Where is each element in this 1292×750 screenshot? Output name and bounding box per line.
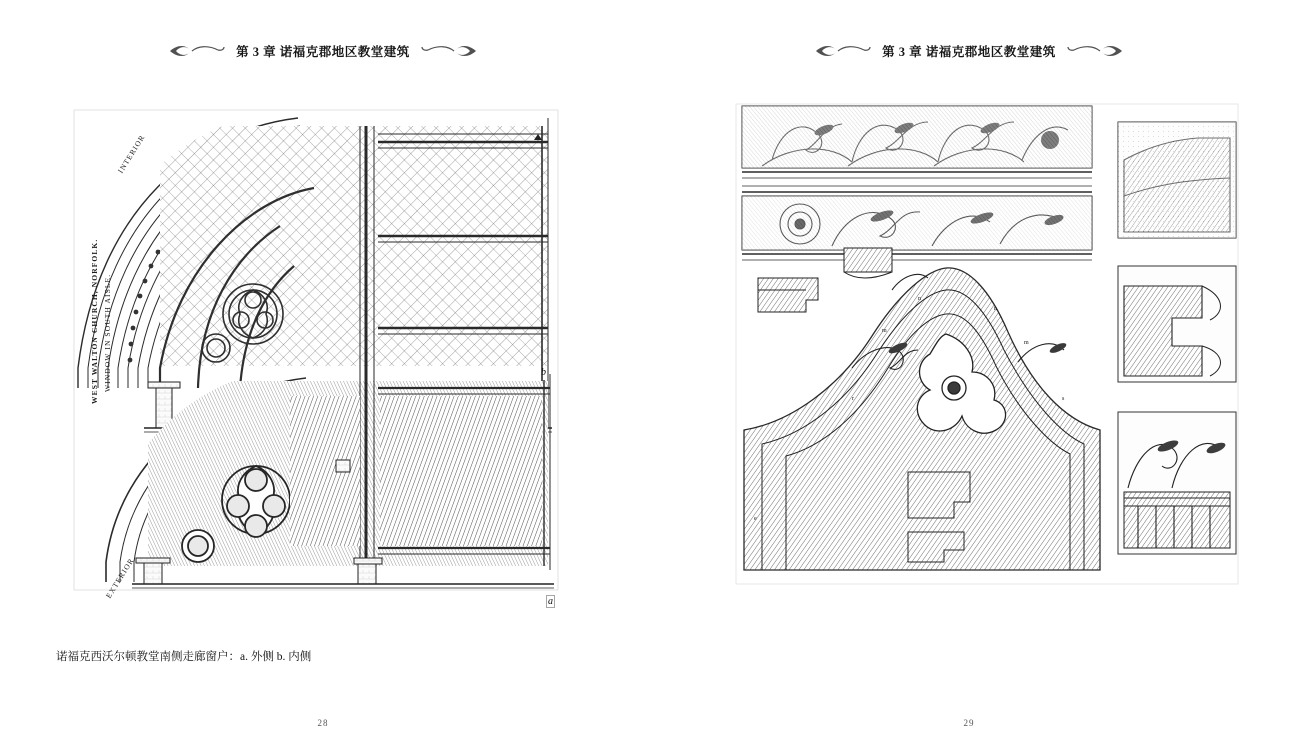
- svg-text:n: n: [994, 306, 997, 312]
- flourish-left-icon-2: [814, 42, 872, 60]
- left-label-interior: INTERIOR: [116, 132, 147, 175]
- right-running-head: [646, 38, 1292, 64]
- svg-text:n: n: [918, 296, 921, 302]
- left-caption: 诺福克西沃尔顿教堂南侧走廊窗户：a. 外侧 b. 内侧: [56, 651, 312, 663]
- left-key-a: a: [548, 596, 553, 607]
- left-plate: [48, 96, 608, 596]
- left-running-head: [0, 38, 646, 64]
- left-label-subject: WINDOW IN SOUTH AISLE.: [103, 273, 112, 392]
- left-chapter-title: 第 3 章 诺福克郡地区教堂建筑: [236, 45, 410, 59]
- flourish-right-icon: [420, 42, 478, 60]
- svg-text:m: m: [1024, 340, 1029, 346]
- left-label-church: WEST WALTON CHURCH, NORFOLK.: [90, 238, 99, 404]
- flourish-left-icon: [168, 42, 226, 60]
- svg-text:r: r: [852, 396, 854, 402]
- left-key-b: b: [541, 367, 546, 378]
- right-folio: 29: [963, 718, 975, 728]
- svg-text:m: m: [882, 328, 887, 334]
- right-page: [646, 0, 1292, 750]
- left-label-exterior: EXTERIOR: [104, 556, 136, 600]
- right-chapter-title: 第 3 章 诺福克郡地区教堂建筑: [882, 45, 1056, 59]
- left-folio: 28: [317, 718, 329, 728]
- svg-text:s: s: [1062, 396, 1065, 402]
- right-plate: [732, 100, 1242, 590]
- flourish-right-icon-2: [1066, 42, 1124, 60]
- svg-text:e: e: [754, 516, 757, 522]
